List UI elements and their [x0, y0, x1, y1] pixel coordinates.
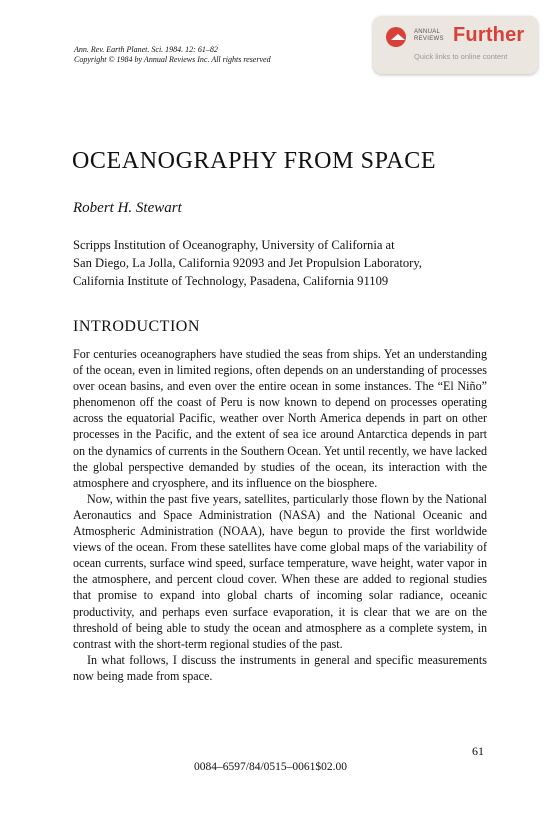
journal-citation [74, 45, 271, 65]
annual-reviews-logo-icon [386, 27, 406, 47]
affiliation-line: Scripps Institution of Oceanography, University of California at [73, 238, 395, 252]
citation-line-1: Ann. Rev. Earth Planet. Sci. 1984. 12: 61–82 [74, 45, 218, 54]
badge-brand-text: ANNUAL REVIEWS [414, 29, 444, 42]
footer-code: 0084–6597/84/0515–0061$02.00 [194, 761, 348, 773]
badge-tagline: Quick links to online content [414, 52, 508, 61]
affiliation-line: California Institute of Technology, Pasadena, California 91109 [73, 274, 389, 288]
article-title: OCEANOGRAPHY FROM SPACE [72, 148, 437, 174]
body-paragraph: In what follows, I discuss the instruments in general and specific measurements now being made from space. [73, 652, 487, 683]
citation-line-2: Copyright © 1984 by Annual Reviews Inc. All rights reserved [74, 55, 271, 64]
section-heading: INTRODUCTION [73, 318, 200, 335]
author-affiliation [73, 236, 493, 290]
page-number: 61 [472, 744, 484, 758]
article-body [73, 346, 487, 684]
further-badge[interactable] [373, 16, 538, 74]
badge-title: Further [453, 24, 525, 46]
body-paragraph: Now, within the past five years, satellites, particularly those flown by the National Aeronautics and Space Administration (NASA) and the National Oceanic and Atmospheric Administration (NOAA), have begun to provide the first worldwide views of the ocean. From these satellites have come global maps of the variability of ocean currents, surface wind speed, surface temperature, wave height, water vapor in the atmosphere, and percent cloud cover. When these are added to regional studies that promise to expand into global charts of incoming solar radiance, oceanic productivity, and perhaps even surface evaporation, it is clear that we are on the threshold of being able to study the ocean and atmosphere as a complete system, in contrast with the short-term regional studies of the past. [73, 491, 487, 651]
author-name: Robert H. Stewart [73, 200, 182, 216]
affiliation-line: San Diego, La Jolla, California 92093 and Jet Propulsion Laboratory, [73, 256, 422, 270]
body-paragraph: For centuries oceanographers have studied the seas from ships. Yet an understanding of the ocean, even in limited regions, often depends on an understanding of processes over ocean basins, and even over the entire ocean in some instances. The “El Niño” phenomenon off the coast of Peru is now known to depend on processes operating across the equatorial Pacific, weather over North America depends in part on other processes in the Pacific, and the extent of sea ice around Antarctica depends in part on the dynamics of currents in the Southern Ocean. Yet until recently, we have lacked the global perspective demanded by studies of the ocean, its interaction with the atmosphere and cryosphere, and its influence on the biosphere. [73, 347, 487, 490]
